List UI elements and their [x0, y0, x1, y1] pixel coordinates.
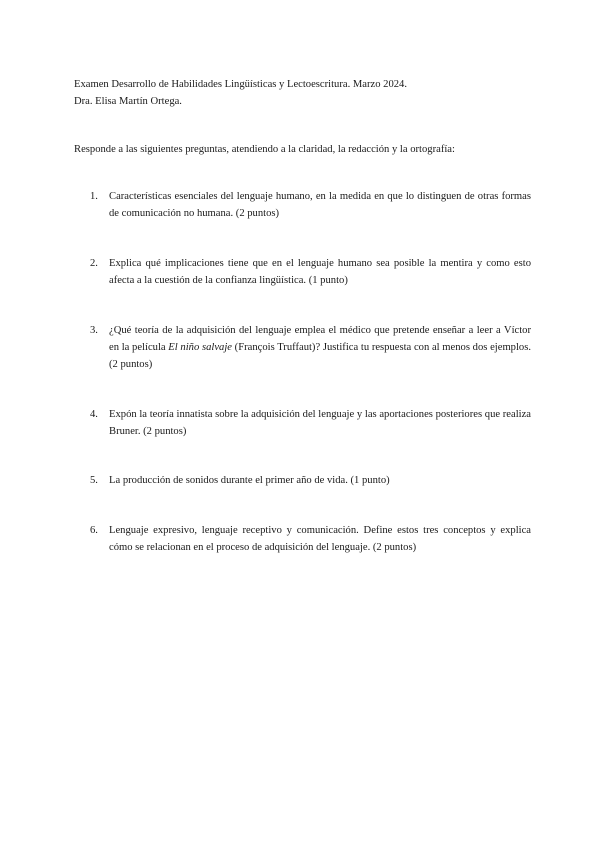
- question-text: Explica qué implicaciones tiene que en el lenguaje humano sea posible la mentira y como esto afecta a la cuestión de la confianza lingüística. (1 punto): [109, 258, 531, 286]
- exam-author: Dra. Elisa Martín Ortega.: [74, 96, 182, 107]
- question-number: 5.: [90, 475, 98, 486]
- question-text-before: ¿Qué teoría de la adquisición del lenguaje emplea el médico que pretende enseñar a leer a Víctor en la película: [109, 325, 531, 353]
- question-number: 3.: [90, 325, 98, 336]
- question-text: La producción de sonidos durante el primer año de vida. (1 punto): [109, 475, 390, 486]
- exam-title: Examen Desarrollo de Habilidades Lingüísticas y Lectoescritura. Marzo 2024.: [74, 79, 408, 90]
- film-title: El niño salvaje: [168, 342, 232, 353]
- question-number: 2.: [90, 258, 98, 269]
- question-text: [109, 322, 531, 373]
- question-text: Expón la teoría innatista sobre la adquisición del lenguaje y las aportaciones posteriores que realiza Bruner. (2 puntos): [109, 409, 531, 437]
- question-number: 1.: [90, 191, 98, 202]
- question-number: 4.: [90, 409, 98, 420]
- question-number: 6.: [90, 525, 98, 536]
- question-text: Lenguaje expresivo, lenguaje receptivo y comunicación. Define estos tres conceptos y explica cómo se relacionan en el proceso de adquisición del lenguaje. (2 puntos): [109, 525, 531, 553]
- question-text-after: (François Truffaut)? Justifica tu respuesta con al menos dos ejemplos. (2 puntos): [109, 342, 531, 370]
- question-text: Características esenciales del lenguaje humano, en la medida en que lo distinguen de otras formas de comunicación no humana. (2 puntos): [109, 191, 531, 219]
- exam-instructions: Responde a las siguientes preguntas, atendiendo a la claridad, la redacción y la ortografía:: [74, 144, 455, 155]
- exam-header: [74, 76, 407, 110]
